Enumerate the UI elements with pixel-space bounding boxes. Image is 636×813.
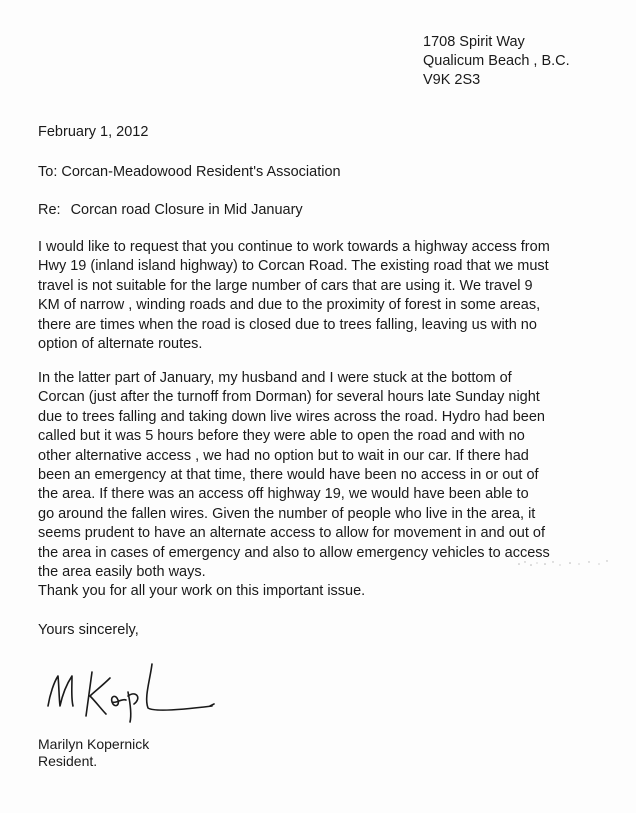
paragraph-line: Corcan (just after the turnoff from Dorman) for several hours late Sunday night xyxy=(38,389,540,406)
paragraph-line: In the latter part of January, my husband and I were stuck at the bottom of xyxy=(38,370,512,386)
handwritten-signature xyxy=(40,646,220,726)
signer-name: Marilyn Kopernick xyxy=(38,736,150,752)
subject-line xyxy=(38,202,303,218)
paragraph-line: been an emergency at that time, there would have been no access in or out of xyxy=(38,467,539,484)
paragraph-line: option of alternate routes. xyxy=(38,336,203,353)
paragraph-line: seems prudent to have an alternate access to allow for movement in and out of xyxy=(38,525,545,542)
paragraph-line: travel is not suitable for the large number of cars that are using it. We travel 9 xyxy=(38,277,533,294)
paragraph-line: other alternative access , we had no option but to wait in our car. If there had xyxy=(38,447,529,464)
subject-prefix: Re: xyxy=(38,202,61,218)
paragraph-line: go around the fallen wires. Given the number of people who live in the area, it xyxy=(38,505,536,522)
address-postal: V9K 2S3 xyxy=(423,72,481,88)
scan-speckle xyxy=(515,556,615,570)
paragraph-line: due to trees falling and taking down live wires across the road. Hydro had been xyxy=(38,408,545,425)
signer-title: Resident. xyxy=(38,753,98,769)
subject-text: Corcan road Closure in Mid January xyxy=(70,202,303,218)
body-paragraph-2 xyxy=(38,369,618,582)
paragraph-line: I would like to request that you continue to work towards a highway access from xyxy=(38,239,550,255)
letter-date: February 1, 2012 xyxy=(38,124,149,140)
thanks-line: Thank you for all your work on this important issue. xyxy=(38,583,366,599)
address-city: Qualicum Beach , B.C. xyxy=(423,53,570,69)
paragraph-line: the area in cases of emergency and also to allow emergency vehicles to access xyxy=(38,544,550,561)
address-street: 1708 Spirit Way xyxy=(423,34,525,50)
paragraph-line: KM of narrow , winding roads and due to the proximity of forest in some areas, xyxy=(38,297,541,314)
paragraph-line: the area easily both ways. xyxy=(38,564,206,581)
paragraph-line: called but it was 5 hours before they were able to open the road and with no xyxy=(38,428,525,445)
paragraph-line: Hwy 19 (inland island highway) to Corcan Road. The existing road that we must xyxy=(38,258,549,275)
sender-address xyxy=(423,33,570,90)
closing-line: Yours sincerely, xyxy=(38,622,139,638)
body-paragraph-1 xyxy=(38,238,618,354)
paragraph-line: the area. If there was an access off highway 19, we would have been able to xyxy=(38,486,529,503)
recipient-line: To: Corcan-Meadowood Resident's Association xyxy=(38,164,341,180)
paragraph-line: there are times when the road is closed due to trees falling, leaving us with no xyxy=(38,316,537,333)
